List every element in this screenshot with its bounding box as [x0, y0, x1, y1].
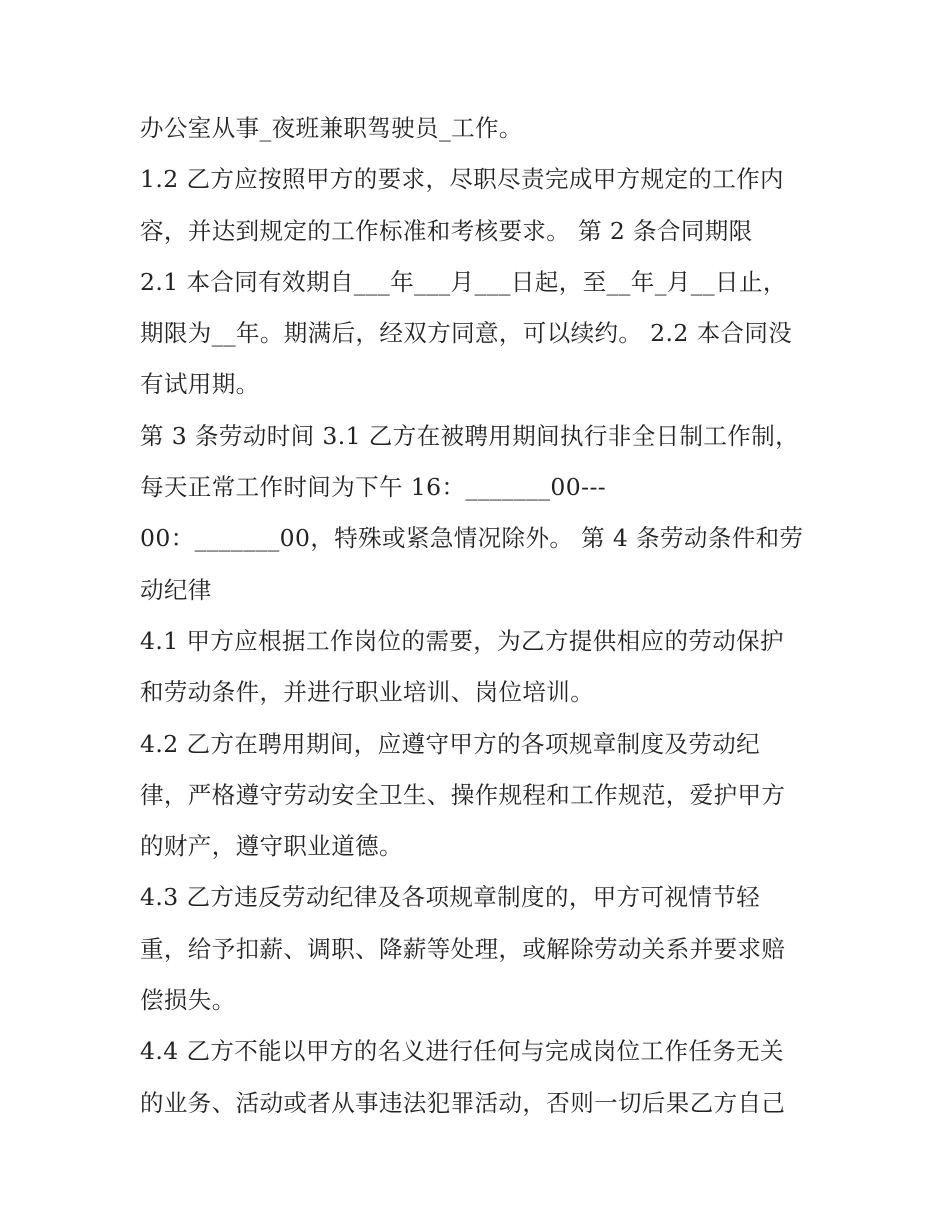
- text-line: 期限为__年。期满后，经双方同意，可以续约。 2.2 本合同没: [140, 319, 793, 348]
- text-line: 4.4 乙方不能以甲方的名义进行任何与完成岗位工作任务无关: [140, 1037, 784, 1066]
- text-line: 律，严格遵守劳动安全卫生、操作规程和工作规范，爱护甲方: [140, 780, 786, 809]
- text-line: 每天正常工作时间为下午 16：_______00---: [140, 473, 607, 502]
- text-line: 动纪律: [140, 575, 212, 604]
- text-line: 的业务、活动或者从事违法犯罪活动，否则一切后果乙方自己: [140, 1088, 786, 1117]
- text-line: 办公室从事_夜班兼职驾驶员_工作。: [140, 114, 523, 142]
- text-line: 和劳动条件，并进行职业培训、岗位培训。: [140, 678, 595, 707]
- text-line: 1.2 乙方应按照甲方的要求，尽职尽责完成甲方规定的工作内: [140, 165, 784, 194]
- text-line: 的财产，遵守职业道德。: [140, 832, 403, 861]
- text-line: 4.2 乙方在聘用期间，应遵守甲方的各项规章制度及劳动纪: [140, 729, 761, 758]
- text-line: 00：_______00，特殊或紧急情况除外。 第 4 条劳动条件和劳: [140, 524, 804, 553]
- text-line: 重，给予扣薪、调职、降薪等处理，或解除劳动关系并要求赔: [140, 934, 786, 963]
- text-line: 4.1 甲方应根据工作岗位的需要，为乙方提供相应的劳动保护: [140, 626, 784, 655]
- text-line: 有试用期。: [140, 370, 260, 399]
- text-line: 第 3 条劳动时间 3.1 乙方在被聘用期间执行非全日制工作制，: [140, 421, 800, 450]
- text-line: 容，并达到规定的工作标准和考核要求。 第 2 条合同期限: [140, 216, 753, 245]
- text-line: 2.1 本合同有效期自___年___月___日起，至__年_月__日止，: [140, 267, 787, 296]
- text-line: 4.3 乙方违反劳动纪律及各项规章制度的，甲方可视情节轻: [140, 883, 761, 912]
- text-line: 偿损失。: [140, 986, 236, 1015]
- contract-text-block: [140, 103, 830, 1129]
